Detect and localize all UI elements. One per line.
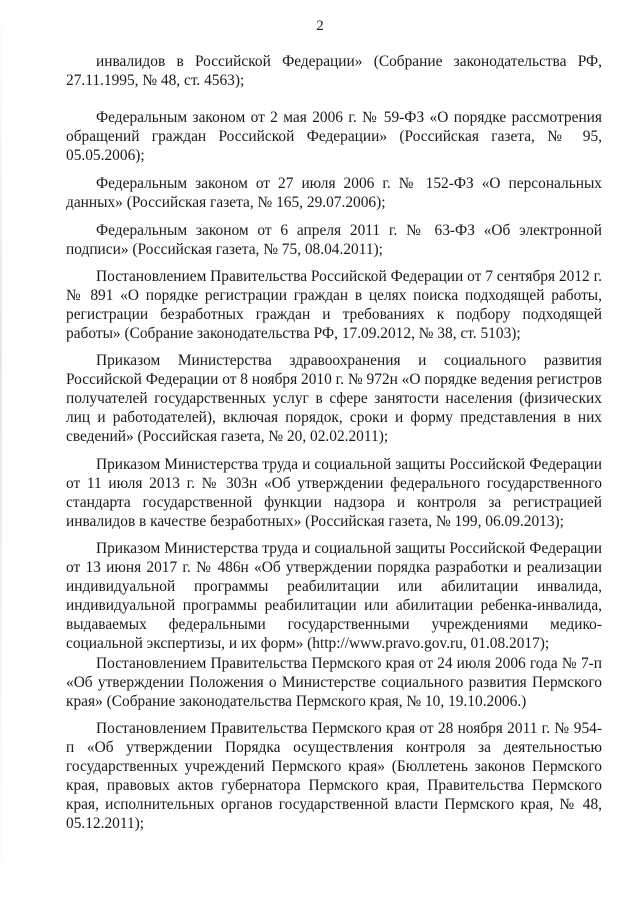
- scan-edge-shadow: [0, 0, 2, 905]
- page-number: 2: [316, 18, 324, 34]
- paragraph-1: инвалидов в Российской Федерации» (Собрание законодательства РФ, 27.11.1995, № 48, ст. 4563);: [66, 53, 602, 89]
- paragraph-7: Приказом Министерства труда и социальной защиты Российской Федерации от 11 июля 2013 г. № 303н «Об утверждении федерального государственного стандарта государственной функции надзора и контроля за регистрацией инвалидов в качестве безработных» (Российская газета, № 199, 06.09.2013);: [66, 456, 602, 530]
- paragraph-3: Федеральным законом от 27 июля 2006 г. № 152-ФЗ «О персональных данных» (Российская газета, № 165, 29.07.2006);: [66, 175, 602, 211]
- paragraph-2: Федеральным законом от 2 мая 2006 г. № 59-ФЗ «О порядке рассмотрения обращений граждан Российской Федерации» (Российская газета, № 95, 05.05.2006);: [66, 109, 602, 164]
- paragraph-8: Приказом Министерства труда и социальной защиты Российской Федерации от 13 июня 2017 г. № 486н «Об утверждении порядка разработки и реализации индивидуальной программы реабилитации или абилитации инвалида, индивидуальной программы реабилитации или абилитации ребенка-инвалида, выдаваемых федеральными государственными учреждениями медико-социальной экспертизы, и их форм» (http://www.pravo.gov.ru, 01.08.2017);: [66, 540, 602, 652]
- paragraph-5: Постановлением Правительства Российской Федерации от 7 сентября 2012 г. № 891 «О порядке регистрации граждан в целях поиска подходящей работы, регистрации безработных граждан и требованиях к подбору подходящей работы» (Собрание законодательства РФ, 17.09.2012, № 38, ст. 5103);: [66, 268, 602, 342]
- paragraph-6: Приказом Министерства здравоохранения и социального развития Российской Федерации от 8 ноября 2010 г. № 972н «О порядке ведения регистров получателей государственных услуг в сфере занятости населения (физических лиц и работодателей), включая порядок, сроки и форму представления в них сведений» (Российская газета, № 20, 02.02.2011);: [66, 352, 602, 445]
- paragraph-10: Постановлением Правительства Пермского края от 28 ноября 2011 г. № 954-п «Об утверждении Порядка осуществления контроля за деятельностью государственных учреждений Пермского края» (Бюллетень законов Пермского края, правовых актов губернатора Пермского края, Правительства Пермского края, исполнительных органов государственной власти Пермского края, № 48, 05.12.2011);: [66, 720, 602, 832]
- paragraph-4: Федеральным законом от 6 апреля 2011 г. № 63-ФЗ «Об электронной подписи» (Российская газета, № 75, 08.04.2011);: [66, 222, 602, 258]
- paragraph-9: Постановлением Правительства Пермского края от 24 июля 2006 года № 7-п «Об утверждении Положения о Министерстве социального развития Пермского края» (Собрание законодательства Пермского края, № 10, 19.10.2006.): [66, 655, 602, 710]
